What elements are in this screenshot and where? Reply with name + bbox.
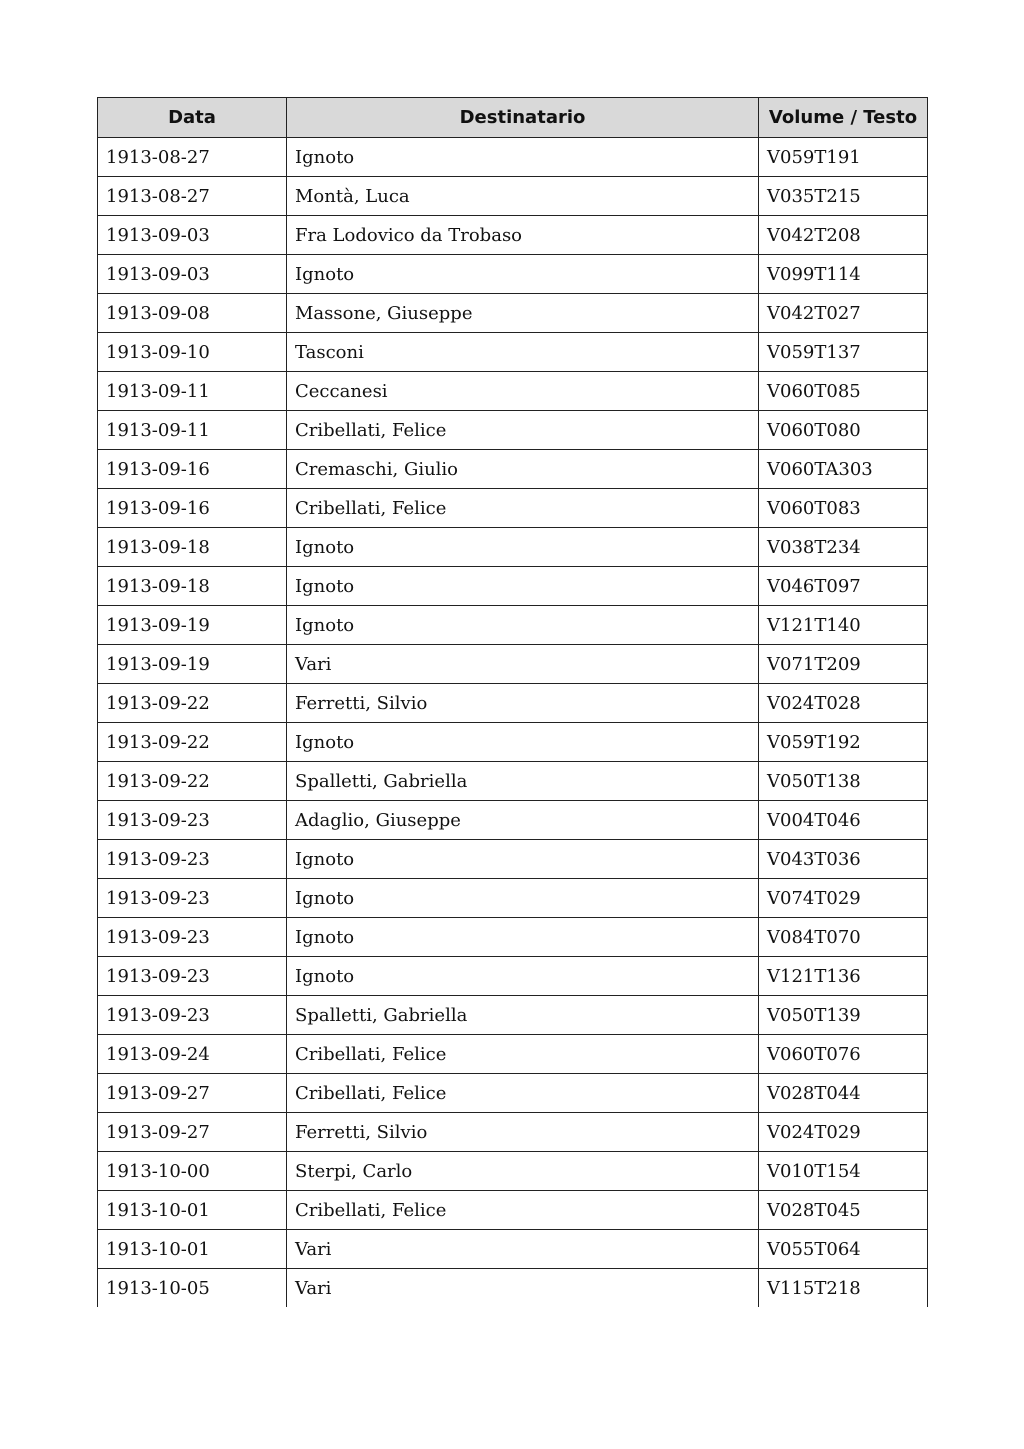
table-row — [98, 879, 928, 918]
cell-volume: V046T097 — [759, 567, 928, 606]
table-header — [98, 98, 928, 138]
cell-volume: V024T028 — [759, 684, 928, 723]
cell-date: 1913-10-00 — [98, 1152, 287, 1191]
cell-date: 1913-09-27 — [98, 1074, 287, 1113]
header-volume: Volume / Testo — [759, 98, 928, 138]
cell-volume: V035T215 — [759, 177, 928, 216]
cell-date: 1913-09-16 — [98, 450, 287, 489]
cell-recipient: Ceccanesi — [287, 372, 759, 411]
cell-date: 1913-09-11 — [98, 411, 287, 450]
cell-date: 1913-09-22 — [98, 723, 287, 762]
cell-volume: V042T208 — [759, 216, 928, 255]
table-row — [98, 411, 928, 450]
cell-volume: V060T083 — [759, 489, 928, 528]
cell-volume: V059T191 — [759, 138, 928, 177]
cell-volume: V084T070 — [759, 918, 928, 957]
cell-date: 1913-10-01 — [98, 1230, 287, 1269]
cell-date: 1913-09-18 — [98, 528, 287, 567]
cell-recipient: Ignoto — [287, 567, 759, 606]
cell-date: 1913-09-19 — [98, 606, 287, 645]
cell-date: 1913-10-05 — [98, 1269, 287, 1308]
table-row — [98, 762, 928, 801]
table-row — [98, 606, 928, 645]
cell-recipient: Cribellati, Felice — [287, 1191, 759, 1230]
cell-volume: V060T076 — [759, 1035, 928, 1074]
table-row — [98, 177, 928, 216]
cell-recipient: Vari — [287, 645, 759, 684]
cell-date: 1913-09-03 — [98, 255, 287, 294]
cell-date: 1913-09-22 — [98, 684, 287, 723]
cell-date: 1913-09-23 — [98, 879, 287, 918]
cell-volume: V099T114 — [759, 255, 928, 294]
table-row — [98, 723, 928, 762]
cell-volume: V060T080 — [759, 411, 928, 450]
letters-table — [97, 97, 928, 1307]
table-row — [98, 294, 928, 333]
cell-volume: V074T029 — [759, 879, 928, 918]
cell-recipient: Cremaschi, Giulio — [287, 450, 759, 489]
cell-recipient: Spalletti, Gabriella — [287, 762, 759, 801]
cell-volume: V121T140 — [759, 606, 928, 645]
cell-recipient: Ignoto — [287, 840, 759, 879]
cell-date: 1913-09-23 — [98, 918, 287, 957]
table-row — [98, 840, 928, 879]
cell-volume: V028T044 — [759, 1074, 928, 1113]
cell-volume: V050T138 — [759, 762, 928, 801]
table-row — [98, 684, 928, 723]
cell-date: 1913-09-03 — [98, 216, 287, 255]
cell-recipient: Vari — [287, 1269, 759, 1308]
table-row — [98, 450, 928, 489]
cell-recipient: Adaglio, Giuseppe — [287, 801, 759, 840]
cell-volume: V004T046 — [759, 801, 928, 840]
cell-date: 1913-09-23 — [98, 801, 287, 840]
cell-recipient: Spalletti, Gabriella — [287, 996, 759, 1035]
table-row — [98, 1074, 928, 1113]
table-row — [98, 1269, 928, 1308]
cell-recipient: Cribellati, Felice — [287, 1035, 759, 1074]
cell-recipient: Ignoto — [287, 255, 759, 294]
cell-recipient: Vari — [287, 1230, 759, 1269]
cell-volume: V060TA303 — [759, 450, 928, 489]
table-row — [98, 996, 928, 1035]
table-row — [98, 255, 928, 294]
cell-volume: V121T136 — [759, 957, 928, 996]
table-row — [98, 645, 928, 684]
cell-volume: V024T029 — [759, 1113, 928, 1152]
table-row — [98, 372, 928, 411]
cell-volume: V059T192 — [759, 723, 928, 762]
cell-volume: V115T218 — [759, 1269, 928, 1308]
cell-date: 1913-10-01 — [98, 1191, 287, 1230]
header-recipient: Destinatario — [287, 98, 759, 138]
cell-recipient: Ignoto — [287, 528, 759, 567]
cell-recipient: Ignoto — [287, 606, 759, 645]
cell-date: 1913-09-23 — [98, 840, 287, 879]
table-row — [98, 489, 928, 528]
table-header-row — [98, 98, 928, 138]
table-row — [98, 216, 928, 255]
cell-volume: V038T234 — [759, 528, 928, 567]
table-row — [98, 1230, 928, 1269]
cell-date: 1913-09-22 — [98, 762, 287, 801]
table-row — [98, 957, 928, 996]
table-row — [98, 1152, 928, 1191]
cell-date: 1913-09-27 — [98, 1113, 287, 1152]
table-row — [98, 528, 928, 567]
cell-volume: V055T064 — [759, 1230, 928, 1269]
cell-volume: V071T209 — [759, 645, 928, 684]
cell-date: 1913-09-10 — [98, 333, 287, 372]
cell-recipient: Tasconi — [287, 333, 759, 372]
cell-date: 1913-08-27 — [98, 138, 287, 177]
table-row — [98, 333, 928, 372]
cell-recipient: Cribellati, Felice — [287, 1074, 759, 1113]
cell-recipient: Ignoto — [287, 957, 759, 996]
cell-date: 1913-09-19 — [98, 645, 287, 684]
cell-recipient: Cribellati, Felice — [287, 411, 759, 450]
table-row — [98, 918, 928, 957]
cell-recipient: Sterpi, Carlo — [287, 1152, 759, 1191]
cell-volume: V060T085 — [759, 372, 928, 411]
cell-volume: V050T139 — [759, 996, 928, 1035]
table-row — [98, 1035, 928, 1074]
cell-date: 1913-09-08 — [98, 294, 287, 333]
cell-date: 1913-09-23 — [98, 996, 287, 1035]
cell-recipient: Massone, Giuseppe — [287, 294, 759, 333]
cell-recipient: Montà, Luca — [287, 177, 759, 216]
cell-date: 1913-09-18 — [98, 567, 287, 606]
cell-date: 1913-08-27 — [98, 177, 287, 216]
cell-date: 1913-09-11 — [98, 372, 287, 411]
cell-date: 1913-09-23 — [98, 957, 287, 996]
cell-date: 1913-09-16 — [98, 489, 287, 528]
cell-recipient: Ignoto — [287, 723, 759, 762]
table-body — [98, 138, 928, 1308]
cell-recipient: Ignoto — [287, 879, 759, 918]
cell-recipient: Ferretti, Silvio — [287, 1113, 759, 1152]
cell-volume: V028T045 — [759, 1191, 928, 1230]
cell-volume: V043T036 — [759, 840, 928, 879]
header-date: Data — [98, 98, 287, 138]
table-row — [98, 801, 928, 840]
cell-recipient: Ignoto — [287, 918, 759, 957]
cell-recipient: Ferretti, Silvio — [287, 684, 759, 723]
table-row — [98, 1191, 928, 1230]
cell-recipient: Fra Lodovico da Trobaso — [287, 216, 759, 255]
table-row — [98, 567, 928, 606]
table-row — [98, 138, 928, 177]
cell-recipient: Ignoto — [287, 138, 759, 177]
cell-date: 1913-09-24 — [98, 1035, 287, 1074]
cell-volume: V042T027 — [759, 294, 928, 333]
table-row — [98, 1113, 928, 1152]
cell-volume: V010T154 — [759, 1152, 928, 1191]
cell-volume: V059T137 — [759, 333, 928, 372]
cell-recipient: Cribellati, Felice — [287, 489, 759, 528]
